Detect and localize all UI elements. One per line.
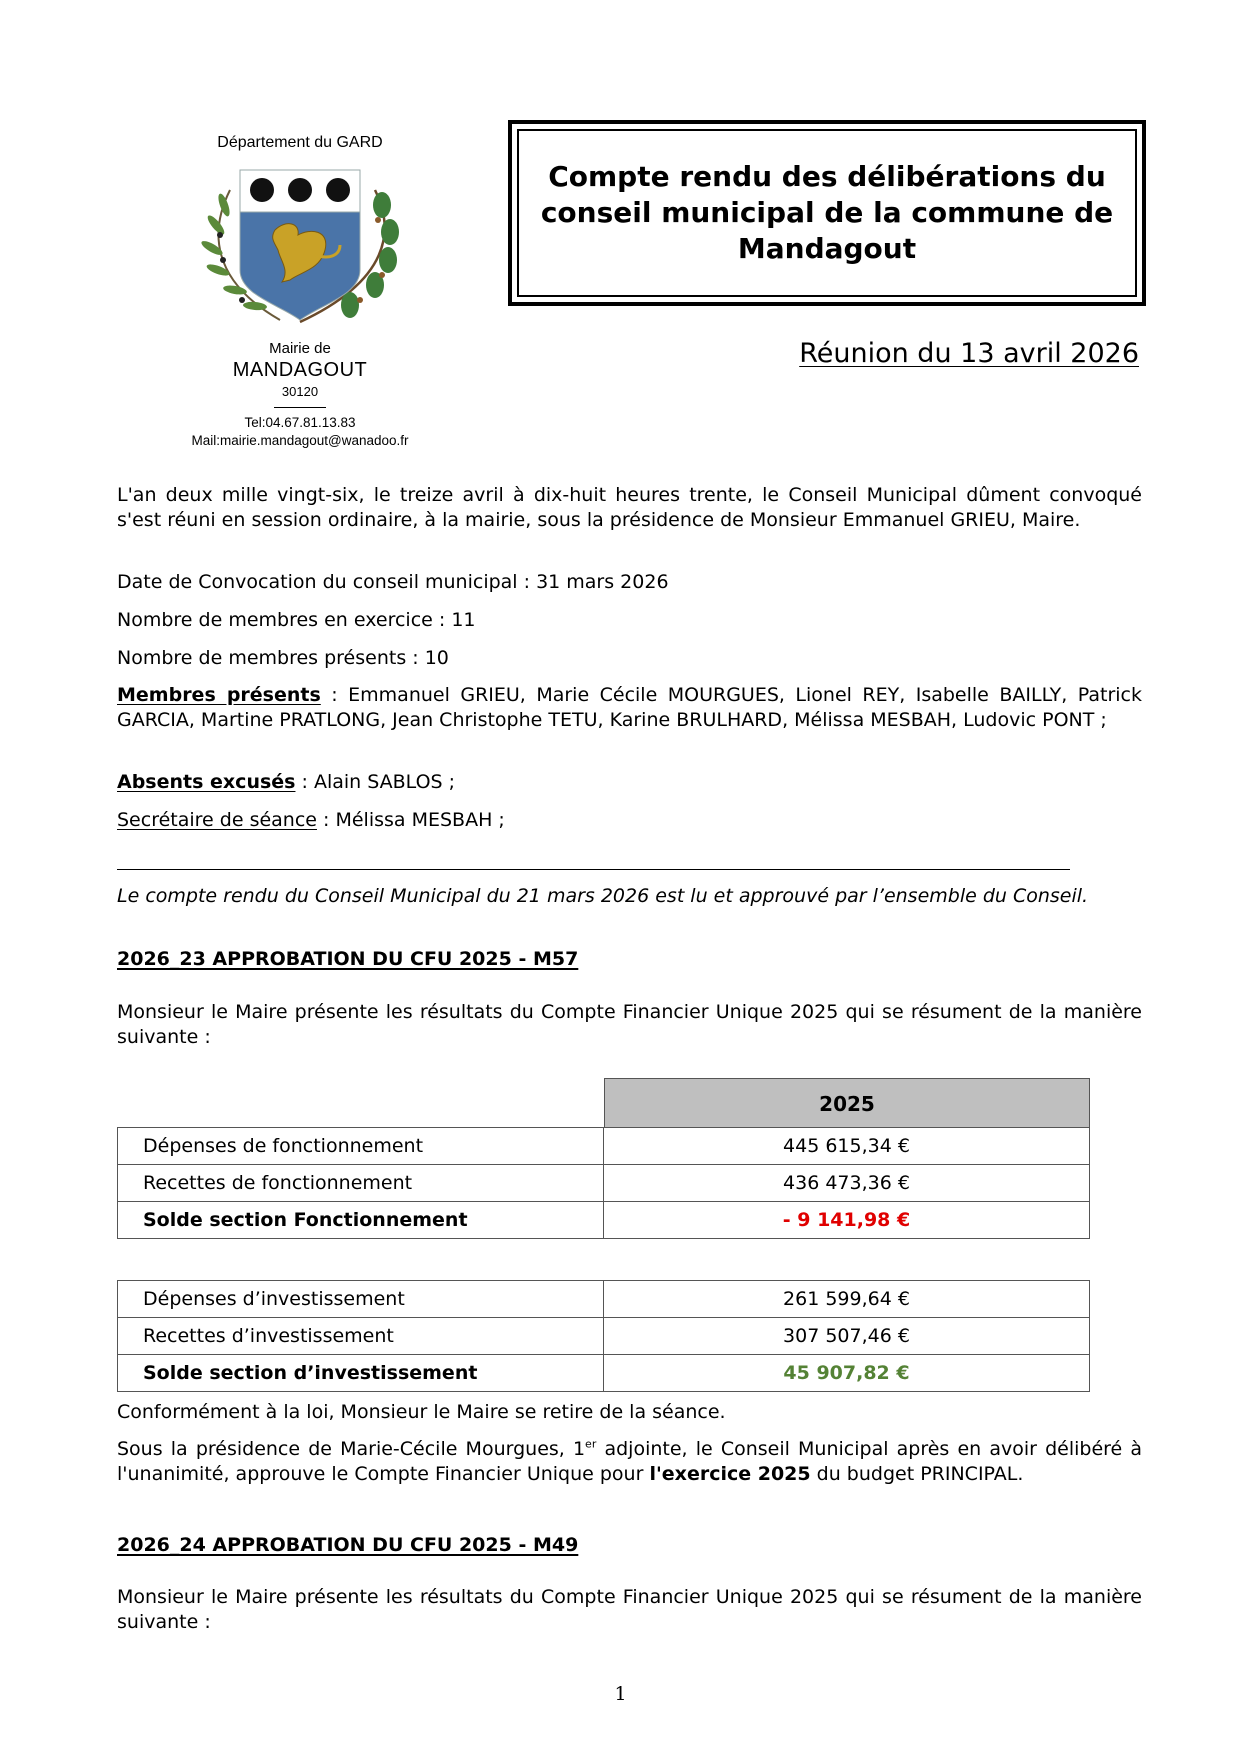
section-title-2026-24: 2026_24 APPROBATION DU CFU 2025 - M49	[117, 1534, 579, 1556]
postal-code: 30120	[281, 384, 319, 399]
table-row	[118, 1165, 1090, 1202]
document-title: Compte rendu des délibérations du conseil municipal de la commune de Mandagout	[540, 160, 1114, 265]
secretary	[117, 808, 1142, 833]
previous-minutes-approval: Le compte rendu du Conseil Municipal du 21 mars 2026 est lu et approuvé par l’ensemble du Conseil.	[117, 885, 1089, 907]
row-label: Dépenses de fonctionnement	[118, 1128, 604, 1165]
table-row	[118, 1318, 1090, 1355]
title-box	[508, 120, 1146, 306]
row-value: 436 473,36 €	[604, 1165, 1090, 1202]
table-row	[118, 1128, 1090, 1165]
row-label: Solde section d’investissement	[118, 1355, 604, 1392]
secretary-name: : Mélissa MESBAH ;	[316, 809, 505, 831]
meeting-date: Réunion du 13 avril 2026	[799, 338, 1139, 369]
investissement-table	[117, 1280, 1090, 1392]
divider	[274, 407, 326, 408]
members-in-office: Nombre de membres en exercice : 11	[117, 609, 476, 631]
title-box-inner	[517, 129, 1137, 297]
convocation-date: Date de Convocation du conseil municipal : 31 mars 2026	[117, 571, 669, 593]
row-label: Solde section Fonctionnement	[118, 1202, 604, 1239]
table-header-year	[604, 1078, 1090, 1128]
vote-superscript: er	[585, 1437, 597, 1451]
absents-list: : Alain SABLOS ;	[295, 771, 456, 793]
members-present-list: : Emmanuel GRIEU, Marie Cécile MOURGUES, Lionel REY, Isabelle BAILLY, Patrick GARCIA, Martine PRATLONG, Jean Christophe TETU, Karine BRULHARD, Mélissa MESBAH, Ludovic PONT ;	[117, 684, 1143, 731]
row-value: 261 599,64 €	[604, 1281, 1090, 1318]
members-present-count: Nombre de membres présents : 10	[117, 647, 449, 669]
section1-vote	[117, 1437, 1142, 1487]
section-title-2026-23: 2026_23 APPROBATION DU CFU 2025 - M57	[117, 948, 579, 970]
table-row	[118, 1281, 1090, 1318]
vote-text: du budget PRINCIPAL.	[810, 1463, 1024, 1485]
letterhead-logo	[160, 130, 440, 450]
absents-label: Absents excusés	[117, 771, 296, 793]
crest-icon	[190, 160, 410, 330]
section2-intro: Monsieur le Maire présente les résultats du Compte Financier Unique 2025 qui se résument de la manière suivante :	[117, 1586, 1142, 1633]
row-value-negative: - 9 141,98 €	[604, 1202, 1090, 1239]
section1-intro: Monsieur le Maire présente les résultats du Compte Financier Unique 2025 qui se résument de la manière suivante :	[117, 1001, 1142, 1048]
page-number: 1	[614, 1683, 627, 1705]
secretary-label: Secrétaire de séance	[117, 809, 317, 831]
row-value: 445 615,34 €	[604, 1128, 1090, 1165]
commune-name: MANDAGOUT	[232, 359, 368, 381]
absents	[117, 770, 1142, 795]
vote-exercise: l'exercice 2025	[649, 1463, 811, 1485]
vote-text: adjointe, le Conseil Municipal après en avoir délibéré à l'unanimité, approuve le Compte Financier Unique pour	[117, 1438, 1142, 1485]
year-label: 2025	[819, 1091, 875, 1116]
row-value: 307 507,46 €	[604, 1318, 1090, 1355]
fonctionnement-table	[117, 1127, 1090, 1239]
members-present	[117, 683, 1142, 733]
row-label: Dépenses d’investissement	[118, 1281, 604, 1318]
separator-line	[117, 869, 1070, 870]
table-row	[118, 1355, 1090, 1392]
mayor-withdrawal: Conformément à la loi, Monsieur le Maire se retire de la séance.	[117, 1401, 726, 1423]
intro-paragraph: L'an deux mille vingt-six, le treize avril à dix-huit heures trente, le Conseil Municipal dûment convoqué s'est réuni en session ordinaire, à la mairie, sous la présidence de Monsieur Emmanuel GRIEU, Maire.	[117, 484, 1142, 531]
row-label: Recettes de fonctionnement	[118, 1165, 604, 1202]
vote-text: Sous la présidence de Marie-Cécile Mourgues, 1	[117, 1438, 586, 1460]
contact-tel: Tel:04.67.81.13.83	[244, 415, 356, 430]
members-present-label: Membres présents	[117, 684, 321, 706]
contact-mail: Mail:mairie.mandagout@wanadoo.fr	[191, 433, 409, 448]
mairie-label: Mairie de	[269, 340, 331, 357]
table-row	[118, 1202, 1090, 1239]
department-label: Département du GARD	[217, 134, 383, 151]
row-value-positive: 45 907,82 €	[604, 1355, 1090, 1392]
row-label: Recettes d’investissement	[118, 1318, 604, 1355]
